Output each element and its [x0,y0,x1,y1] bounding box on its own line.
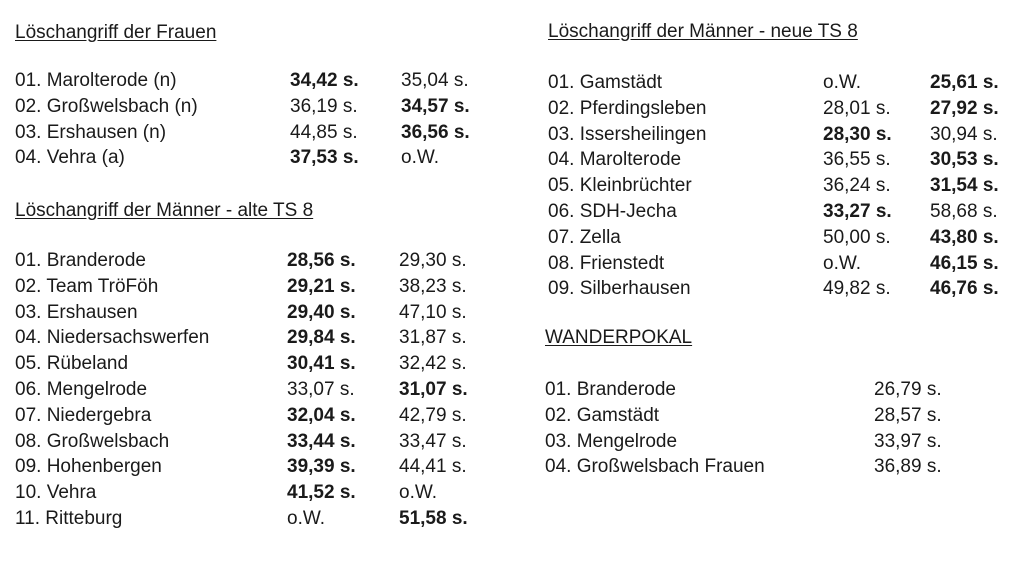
team-name: 02. Pferdingsleben [548,97,707,119]
run-1-time: 29,21 s. [287,275,356,297]
total-time: 26,79 s. [874,379,942,400]
run-2-time: 30,53 s. [930,149,999,171]
frauen-heading: Löschangriff der Frauen [15,22,217,43]
team-name: 04. Niedersachswerfen [15,327,210,349]
team-name: 10. Vehra [15,482,97,504]
team-name: 06. Mengelrode [15,378,148,400]
run-1-time: 28,30 s. [823,123,892,145]
run-1-time: 29,84 s. [287,327,356,349]
team-name: 04. Marolterode [548,149,682,171]
wanderpokal-heading: WANDERPOKAL [545,327,693,348]
run-1-time: 49,82 s. [823,278,891,300]
run-2-time: 44,41 s. [399,456,467,478]
run-1-time: 37,53 s. [290,147,359,169]
team-name: 07. Niedergebra [15,404,152,426]
run-2-time: 31,87 s. [399,327,467,349]
run-1-time: 50,00 s. [823,226,891,248]
run-2-time: 32,42 s. [399,353,467,375]
run-1-time: o.W. [823,252,862,274]
run-2-time: 29,30 s. [399,250,467,271]
run-1-time: 39,39 s. [287,456,356,478]
team-name: 01. Marolterode (n) [15,70,177,91]
total-time: 28,57 s. [874,404,942,426]
run-2-time: 25,61 s. [930,72,999,93]
run-1-time: 36,55 s. [823,149,891,171]
team-name: 09. Silberhausen [548,278,691,300]
run-1-time: 33,07 s. [287,378,355,400]
run-2-time: 42,79 s. [399,404,467,426]
team-name: 01. Gamstädt [548,72,663,93]
team-name: 04. Vehra (a) [15,147,125,169]
run-2-time: 47,10 s. [399,301,467,323]
total-time: 33,97 s. [874,430,942,452]
run-1-time: 30,41 s. [287,353,356,375]
team-name: 02. Großwelsbach (n) [15,95,198,117]
run-2-time: 31,54 s. [930,175,999,197]
run-1-time: 36,19 s. [290,95,358,117]
team-name: 03. Mengelrode [545,430,678,452]
run-2-time: 38,23 s. [399,275,467,297]
team-name: 06. SDH-Jecha [548,200,677,222]
run-1-time: 36,24 s. [823,175,891,197]
run-2-time: o.W. [399,482,438,504]
run-2-time: 43,80 s. [930,226,999,248]
team-name: 01. Branderode [545,379,676,400]
run-1-time: 28,01 s. [823,97,891,119]
run-1-time: 34,42 s. [290,70,359,91]
run-2-time: 33,47 s. [399,430,467,452]
run-1-time: 32,04 s. [287,404,356,426]
run-1-time: 33,27 s. [823,200,892,222]
run-1-time: 44,85 s. [290,121,358,143]
total-time: 36,89 s. [874,456,942,478]
team-name: 05. Kleinbrüchter [548,175,692,197]
team-name: 04. Großwelsbach Frauen [545,456,765,478]
team-name: 02. Team TröFöh [15,275,159,297]
run-2-time: 27,92 s. [930,97,999,119]
maenner-alt-heading: Löschangriff der Männer - alte TS 8 [15,200,314,221]
run-2-time: 35,04 s. [401,70,469,91]
run-2-time: 51,58 s. [399,507,468,529]
team-name: 07. Zella [548,226,621,248]
team-name: 08. Großwelsbach [15,430,170,452]
team-name: 02. Gamstädt [545,404,660,426]
run-1-time: 41,52 s. [287,482,356,504]
team-name: 09. Hohenbergen [15,456,162,478]
run-2-time: 58,68 s. [930,200,998,222]
team-name: 03. Ershausen (n) [15,121,167,143]
run-2-time: 31,07 s. [399,378,468,400]
run-1-time: 33,44 s. [287,430,356,452]
team-name: 11. Ritteburg [15,507,123,529]
run-2-time: 30,94 s. [930,123,998,145]
run-2-time: 46,76 s. [930,278,999,300]
run-1-time: 29,40 s. [287,301,356,323]
team-name: 05. Rübeland [15,353,129,375]
run-2-time: o.W. [401,147,440,169]
run-1-time: o.W. [823,72,862,93]
team-name: 08. Frienstedt [548,252,665,274]
team-name: 01. Branderode [15,250,146,271]
run-1-time: 28,56 s. [287,250,356,271]
team-name: 03. Issersheilingen [548,123,707,145]
run-2-time: 34,57 s. [401,95,470,117]
team-name: 03. Ershausen [15,301,138,323]
run-1-time: o.W. [287,507,326,529]
maenner-neu-heading: Löschangriff der Männer - neue TS 8 [548,21,858,42]
run-2-time: 46,15 s. [930,252,999,274]
run-2-time: 36,56 s. [401,121,470,143]
